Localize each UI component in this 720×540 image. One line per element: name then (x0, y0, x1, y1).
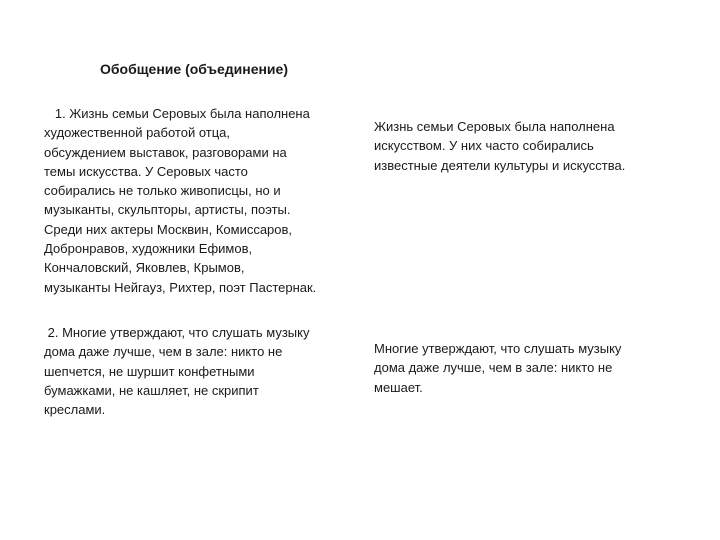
text-line: Среди них актеры Москвин, Комиссаров, (44, 221, 293, 237)
text-line: искусством. У них часто собирались (374, 138, 594, 154)
text-line: дома даже лучше, чем в зале: никто не (374, 360, 613, 376)
text-line: Кончаловский, Яковлев, Крымов, (44, 260, 245, 276)
slide-title: Обобщение (объединение) (100, 61, 288, 77)
text-line: Добронравов, художники Ефимов, (44, 241, 253, 257)
original-text-1 (44, 104, 359, 297)
original-text-2 (44, 323, 344, 419)
text-line: бумажками, не кашляет, не скрипит (44, 382, 259, 398)
text-line: обсуждением выставок, разговорами на (44, 144, 287, 160)
text-line: дома даже лучше, чем в зале: никто не (44, 344, 283, 360)
text-line: художественной работой отца, (44, 125, 231, 141)
generalized-text-2 (374, 339, 674, 397)
text-line: креслами. (44, 402, 106, 418)
text-line: собирались не только живописцы, но и (44, 183, 281, 199)
text-line: известные деятели культуры и искусства. (374, 157, 626, 173)
text-line: шепчется, не шуршит конфетными (44, 363, 255, 379)
text-line: Жизнь семьи Серовых была наполнена (374, 119, 615, 134)
text-line: 2. Многие утверждают, что слушать музыку (44, 325, 310, 340)
text-line: Многие утверждают, что слушать музыку (374, 341, 622, 356)
generalized-text-1 (374, 117, 674, 175)
text-line: музыканты, скульпторы, артисты, поэты. (44, 202, 291, 218)
text-line: 1. Жизнь семьи Серовых была наполнена (44, 106, 310, 121)
text-line: мешает. (374, 379, 423, 395)
text-line: темы искусства. У Серовых часто (44, 163, 248, 179)
text-line: музыканты Нейгауз, Рихтер, поэт Пастернак. (44, 279, 317, 295)
